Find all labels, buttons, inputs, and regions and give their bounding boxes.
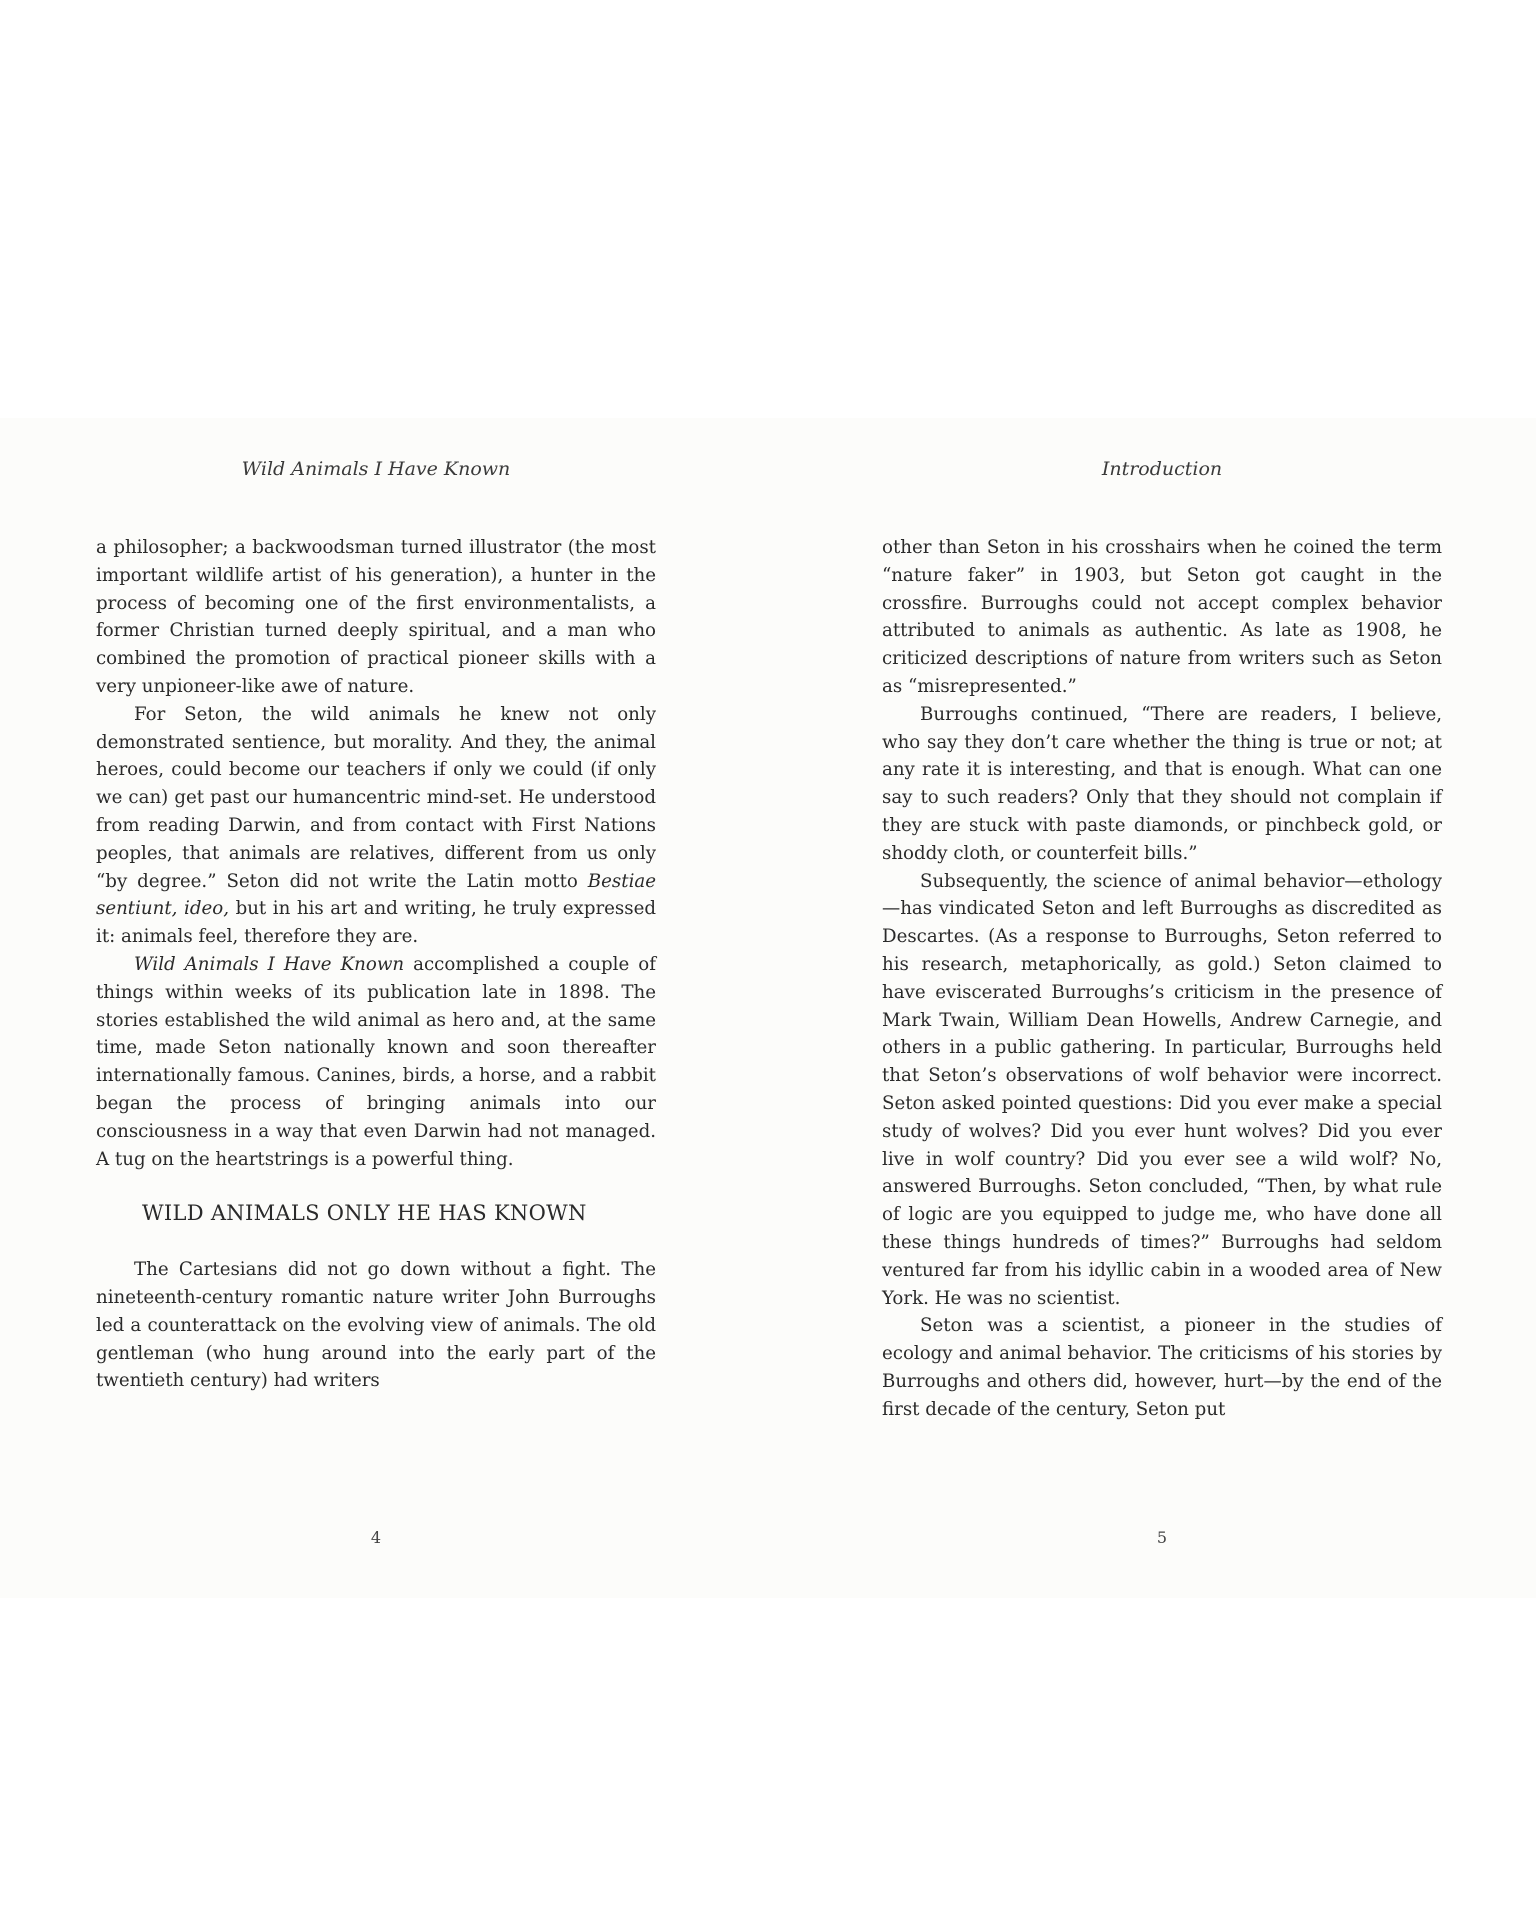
paragraph: a philosopher; a backwoodsman turned illustrator (the most important wildlife artist of his generation), a hunter in the process of becoming one of the first environmentalists, a former Christian turned deeply spiritual, and a man who combined the promotion of practical pioneer skills with a very unpioneer-like awe of nature. — [96, 537, 656, 697]
section-heading: WILD ANIMALS ONLY HE HAS KNOWN — [142, 1201, 587, 1226]
paragraph: Burroughs continued, “There are readers, I believe, who say they don’t care whether the thing is true or not; at any rate it is interesting, and that is enough. What can one say to such readers? Only that they should not complain if they are stuck with paste diamonds, or pinchbeck gold, or shoddy cloth, or counterfeit bills.” — [882, 703, 1442, 864]
paragraph-text: but in his art and writing, he truly expressed it: animals feel, therefore they are. — [96, 898, 656, 948]
page-number: 4 — [370, 1528, 382, 1547]
paragraph: Seton was a scientist, a pioneer in the studies of ecology and animal behavior. The criticisms of his stories by Burroughs and others did, however, hurt—by the end of the first decade of the century, Seton put — [882, 1315, 1442, 1420]
paragraph — [96, 951, 656, 1173]
left-page — [96, 418, 656, 1598]
running-head: Wild Animals I Have Known — [241, 458, 511, 480]
latin-motto: Bestiae sentiunt, ideo, — [96, 870, 656, 920]
paragraph: The Cartesians did not go down without a fight. The nineteenth-century romantic nature writer John Burroughs led a counterattack on the evolving view of animals. The old gentleman (who hung around into the early part of the twentieth century) had writers — [96, 1259, 656, 1392]
page-body — [882, 534, 1442, 1424]
paragraph-text: accomplished a couple of things within weeks of its publication late in 1898. The stories established the wild animal as hero and, at the same time, made Seton nationally known and soon thereafter internationally famous. Canines, birds, a horse, and a rabbit began the process of bringing animals into our consciousness in a way that even Darwin had not managed. A tug on the heartstrings is a powerful thing. — [96, 953, 656, 1170]
book-title: Wild Animals I Have Known — [134, 953, 405, 975]
paragraph: Subsequently, the science of animal behavior—ethology—has vindicated Seton and left Burroughs as discredited as Descartes. (As a response to Burroughs, Seton referred to his research, metaphorically, as gold.) Seton claimed to have eviscerated Burroughs’s criticism in the presence of Mark Twain, William Dean Howells, Andrew Carnegie, and others in a public gathering. In particular, Burroughs held that Seton’s observations of wolf behavior were incorrect. Seton asked pointed questions: Did you ever make a special study of wolves? Did you ever hunt wolves? Did you ever live in wolf country? Did you ever see a wild wolf? No, answered Burroughs. Seton concluded, “Then, by what rule of logic are you equipped to judge me, who have done all these things hundreds of times?” Burroughs had seldom ventured far from his idyllic cabin in a wooded area of New York. He was no scientist. — [882, 870, 1442, 1309]
paragraph-text: For Seton, the wild animals he knew not only demonstrated sentience, but morality. And they, the animal heroes, could become our teachers if only we could (if only we can) get past our humancentric mind-set. He understood from reading Darwin, and from contact with First Nations peoples, that animals are relatives, different from us only “by degree.” Seton did not write the Latin motto — [96, 703, 656, 892]
paragraph — [96, 701, 656, 951]
paragraph: other than Seton in his crosshairs when he coined the term “nature faker” in 1903, but Seton got caught in the crossfire. Burroughs could not accept complex behavior attributed to animals as authentic. As late as 1908, he criticized descriptions of nature from writers such as Seton as “misrepresented.” — [882, 537, 1442, 697]
right-page — [882, 418, 1442, 1598]
running-head: Introduction — [1101, 458, 1223, 480]
page-body — [96, 534, 656, 1395]
page-number: 5 — [1156, 1528, 1168, 1547]
book-spread — [0, 418, 1536, 1598]
